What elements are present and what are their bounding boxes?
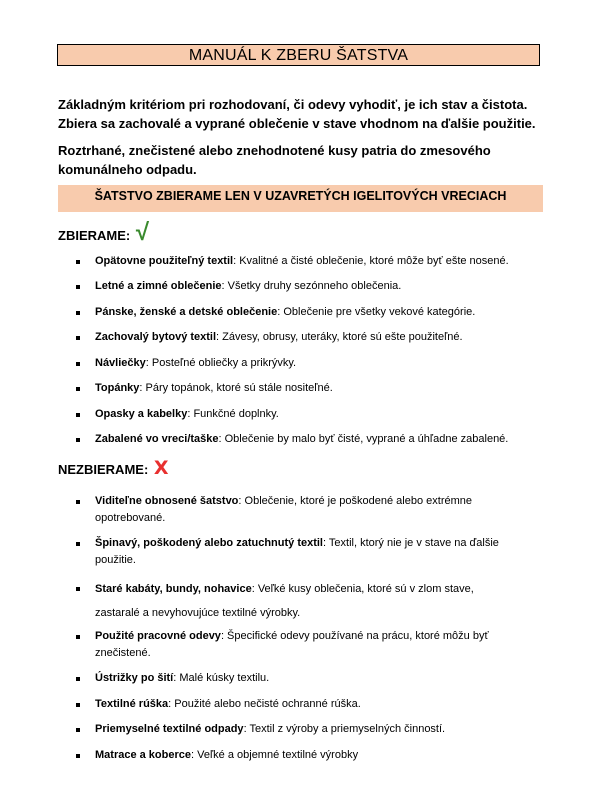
item-title: Matrace a koberce (95, 749, 191, 761)
item-title: Pánske, ženské a detské oblečenie (95, 306, 278, 318)
rejected-section-heading (58, 457, 169, 479)
bullet-icon (76, 542, 80, 546)
item-description: : Kvalitné a čisté oblečenie, ktoré môže byť ešte nosené. (233, 255, 509, 267)
accepted-section-heading (58, 219, 149, 247)
item-description: : Oblečenie pre všetky vekové kategórie. (277, 306, 476, 318)
bullet-icon (76, 587, 80, 591)
accepted-heading-label: ZBIERAME: (58, 228, 131, 243)
bullet-icon (76, 311, 80, 315)
bullet-icon (76, 754, 80, 758)
item-description: : Textil z výroby a priemyselných činností. (243, 723, 446, 735)
bullet-icon (76, 703, 80, 707)
item-description: : Posteľné obliečky a prikrývky. (145, 357, 297, 369)
item-description: : Závesy, obrusy, uteráky, ktoré sú ešte použiteľné. (216, 331, 463, 343)
item-description: : Oblečenie, ktoré je poškodené alebo extrémne opotrebované. (95, 495, 472, 524)
item-description: : Použité alebo nečisté ochranné rúška. (168, 698, 361, 710)
item-description: : Oblečenie by malo byť čisté, vyprané a úhľadne zabalené. (218, 433, 509, 445)
bullet-icon (76, 500, 80, 504)
bullet-icon (76, 260, 80, 264)
item-description: : Páry topánok, ktoré sú stále nositeľné. (139, 382, 333, 394)
item-title: Zachovalý bytový textil (95, 331, 217, 343)
item-description: : Všetky druhy sezónneho oblečenia. (221, 280, 402, 292)
bullet-icon (76, 728, 80, 732)
item-description: : Textil, ktorý nie je v stave na ďalšie použitie. (95, 537, 499, 566)
item-title: Použité pracovné odevy (95, 630, 221, 642)
intro-paragraph-criteria: Základným kritériom pri rozhodovaní, či odevy vyhodiť, je ich stav a čistota. Zbiera sa zachovalé a vyprané oblečenie v stave vhodnom na ďalšie použitie. (58, 97, 536, 131)
item-description: : Funkčné doplnky. (187, 408, 279, 420)
item-description: : Malé kúsky textilu. (173, 672, 270, 684)
rejected-heading-label: NEZBIERAME: (58, 462, 149, 477)
checkmark-icon: √ (135, 219, 150, 246)
intro-paragraph-waste: Roztrhané, znečistené alebo znehodnotené kusy patria do zmesového komunálneho odpadu. (58, 143, 491, 177)
item-title: Viditeľne obnosené šatstvo (95, 495, 239, 507)
item-description: : Špecifické odevy používané na prácu, ktoré môžu byť znečistené. (95, 630, 489, 659)
bullet-icon (76, 677, 80, 681)
bullet-icon (76, 635, 80, 639)
item-title: Staré kabáty, bundy, nohavice (95, 583, 252, 595)
item-title: Letné a zimné oblečenie (95, 280, 222, 292)
bullet-icon (76, 362, 80, 366)
item-title: Opätovne použiteľný textil (95, 255, 234, 267)
item-title: Návliečky (95, 357, 146, 369)
bullet-icon (76, 438, 80, 442)
bullet-icon (76, 413, 80, 417)
item-title: Ústrižky po šití (95, 672, 174, 684)
cross-icon: X (153, 457, 169, 479)
item-description: : Veľké kusy oblečenia, ktoré sú v zlom stave, zastaralé a nevyhovujúce textilné výrobky. (95, 583, 474, 619)
item-title: Textilné rúška (95, 698, 169, 710)
bullet-icon (76, 336, 80, 340)
item-title: Priemyselné textilné odpady (95, 723, 244, 735)
bags-requirement-banner: ŠATSTVO ZBIERAME LEN V UZAVRETÝCH IGELITOVÝCH VRECIACH (58, 185, 543, 212)
item-description: : Veľké a objemné textilné výrobky (191, 749, 359, 761)
item-title: Opasky a kabelky (95, 408, 188, 420)
page-title: MANUÁL K ZBERU ŠATSTVA (57, 44, 540, 66)
item-title: Špinavý, poškodený alebo zatuchnutý textil (95, 537, 323, 549)
bullet-icon (76, 387, 80, 391)
item-title: Zabalené vo vreci/taške (95, 433, 219, 445)
item-title: Topánky (95, 382, 140, 394)
bullet-icon (76, 285, 80, 289)
